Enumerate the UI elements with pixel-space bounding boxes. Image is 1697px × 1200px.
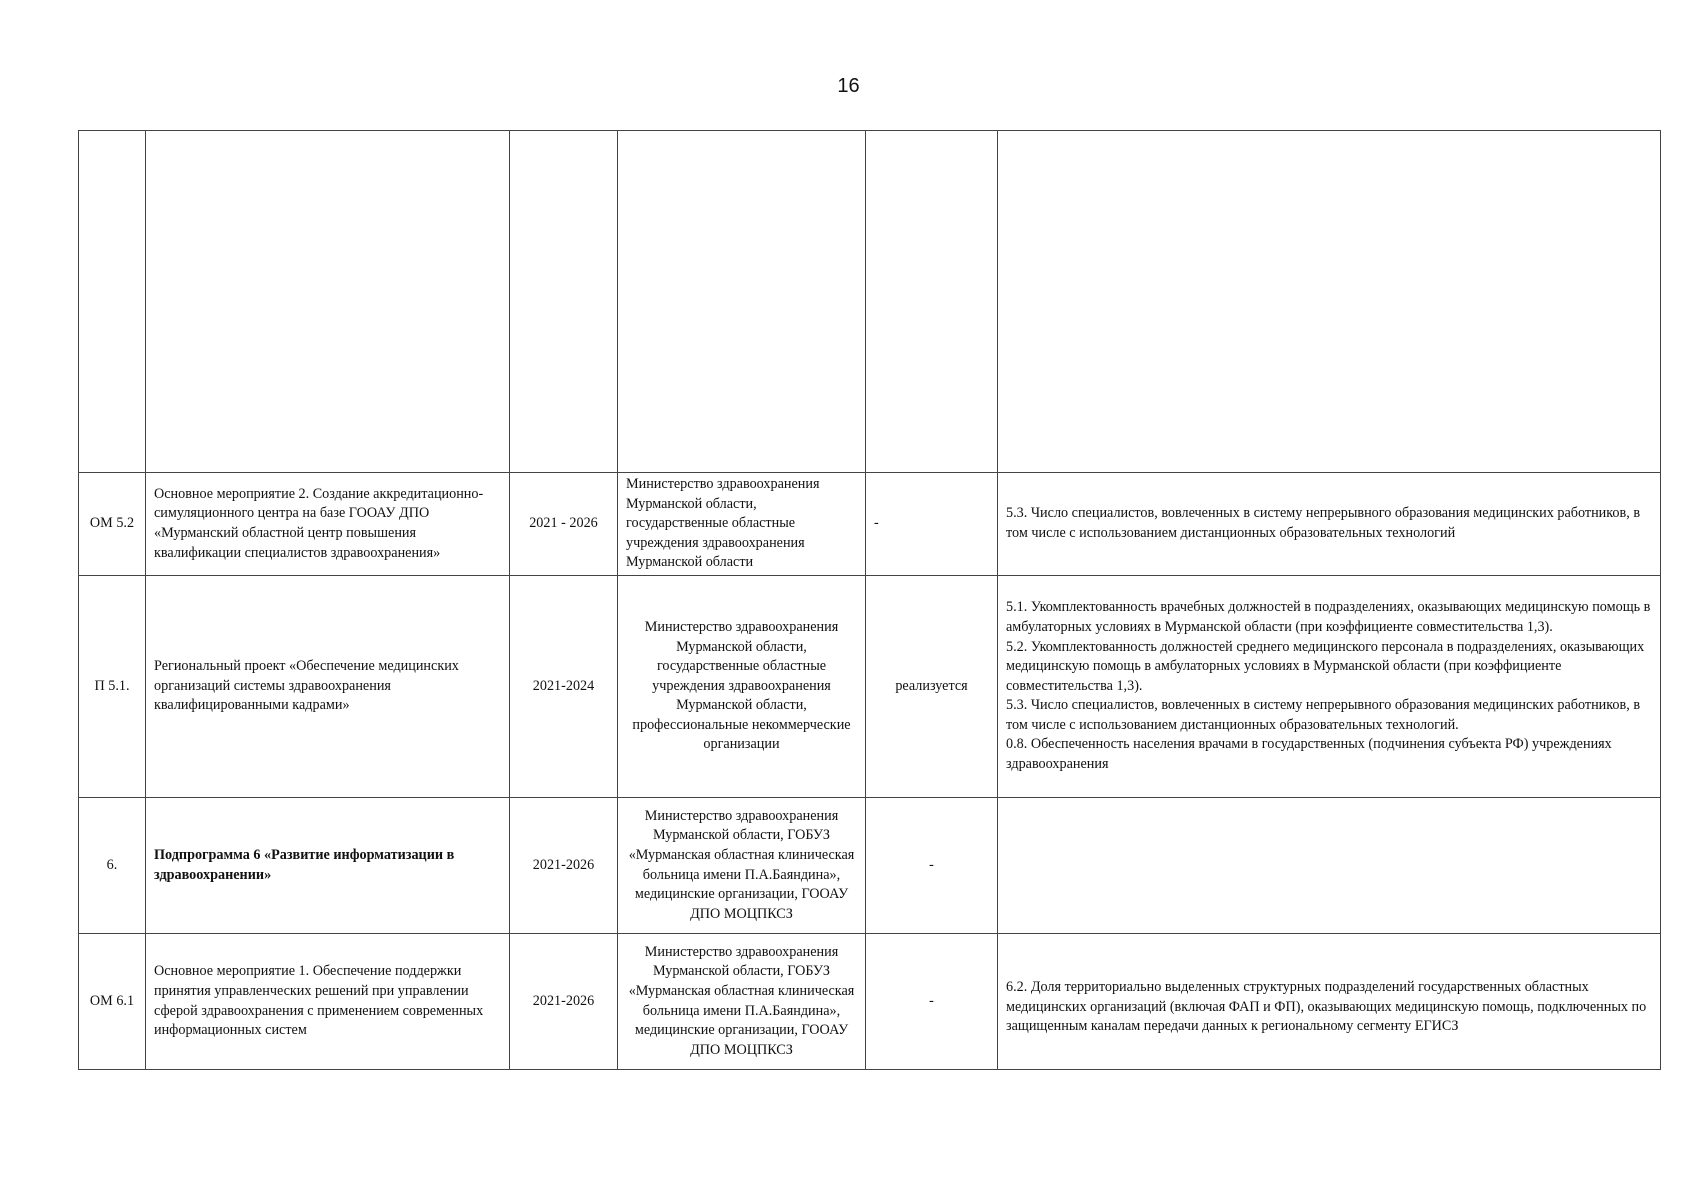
row-name: Подпрограмма 6 «Развитие информатизации в здравоохранении» <box>146 798 510 934</box>
row-responsible: Министерство здравоохранения Мурманской области, государственные областные учреждения здравоохранения Мурманской области, профессиональные некоммерческие организации <box>618 576 866 798</box>
row-status: - <box>866 798 998 934</box>
row-name: Основное мероприятие 1. Обеспечение поддержки принятия управленческих решений при управлении сферой здравоохранения с применением современных информационных систем <box>146 934 510 1070</box>
empty-cell <box>866 131 998 473</box>
row-responsible: Министерство здравоохранения Мурманской области, государственные областные учреждения здравоохранения Мурманской области <box>618 473 866 576</box>
table-row <box>79 473 1661 576</box>
row-responsible: Министерство здравоохранения Мурманской области, ГОБУЗ «Мурманская областная клиническая больница имени П.А.Баяндина», медицинские организации, ГООАУ ДПО МОЦПКСЗ <box>618 798 866 934</box>
indicator-item: 0.8. Обеспеченность населения врачами в государственных (подчинения субъекта РФ) учреждениях здравоохранения <box>1006 736 1612 773</box>
table-row <box>79 576 1661 798</box>
row-status: - <box>866 473 998 576</box>
empty-cell <box>79 131 146 473</box>
row-name: Региональный проект «Обеспечение медицинских организаций системы здравоохранения квалифицированными кадрами» <box>146 576 510 798</box>
indicator-item: 6.2. Доля территориально выделенных структурных подразделений государственных областных медицинских организаций (включая ФАП и ФП), оказывающих медицинскую помощь, подключенных по защищенным каналам передачи данных к региональному сегменту ЕГИСЗ <box>1006 979 1647 1035</box>
page-number: 16 <box>837 75 860 97</box>
row-period: 2021-2024 <box>510 576 618 798</box>
row-period: 2021-2026 <box>510 934 618 1070</box>
row-period: 2021-2026 <box>510 798 618 934</box>
empty-cell <box>510 131 618 473</box>
row-code: П 5.1. <box>79 576 146 798</box>
indicator-item: 5.3. Число специалистов, вовлеченных в систему непрерывного образования медицинских работников, в том числе с использованием дистанционных образовательных технологий <box>1006 505 1641 541</box>
row-code: ОМ 6.1 <box>79 934 146 1070</box>
row-code: ОМ 5.2 <box>79 473 146 576</box>
row-responsible: Министерство здравоохранения Мурманской области, ГОБУЗ «Мурманская областная клиническая больница имени П.А.Баяндина», медицинские организации, ГООАУ ДПО МОЦПКСЗ <box>618 934 866 1070</box>
row-indicators <box>998 934 1661 1070</box>
row-indicators <box>998 576 1661 798</box>
row-code: 6. <box>79 798 146 934</box>
row-name: Основное мероприятие 2. Создание аккредитационно-симуляционного центра на базе ГООАУ ДПО «Мурманский областной центр повышения квалификации специалистов здравоохранения» <box>146 473 510 576</box>
indicator-item: 5.3. Число специалистов, вовлеченных в систему непрерывного образования медицинских работников, в том числе с использованием дистанционных образовательных технологий. <box>1006 697 1641 733</box>
table-row-continuation <box>79 131 1661 473</box>
row-status: реализуется <box>866 576 998 798</box>
indicator-item: 5.2. Укомплектованность должностей среднего медицинского персонала в подразделениях, оказывающих медицинскую помощь в амбулаторных условиях в Мурманской области (при коэффициенте совместительства 1,3). <box>1006 638 1645 694</box>
empty-cell <box>618 131 866 473</box>
program-table <box>78 130 1661 1070</box>
empty-cell <box>146 131 510 473</box>
row-indicators <box>998 798 1661 934</box>
row-period: 2021 - 2026 <box>510 473 618 576</box>
table-row <box>79 934 1661 1070</box>
table-row <box>79 798 1661 934</box>
row-indicators <box>998 473 1661 576</box>
row-status: - <box>866 934 998 1070</box>
indicator-item: 5.1. Укомплектованность врачебных должностей в подразделениях, оказывающих медицинскую помощь в амбулаторных условиях в Мурманской области (при коэффициенте совместительства 1,3). <box>1006 599 1651 635</box>
empty-cell <box>998 131 1661 473</box>
